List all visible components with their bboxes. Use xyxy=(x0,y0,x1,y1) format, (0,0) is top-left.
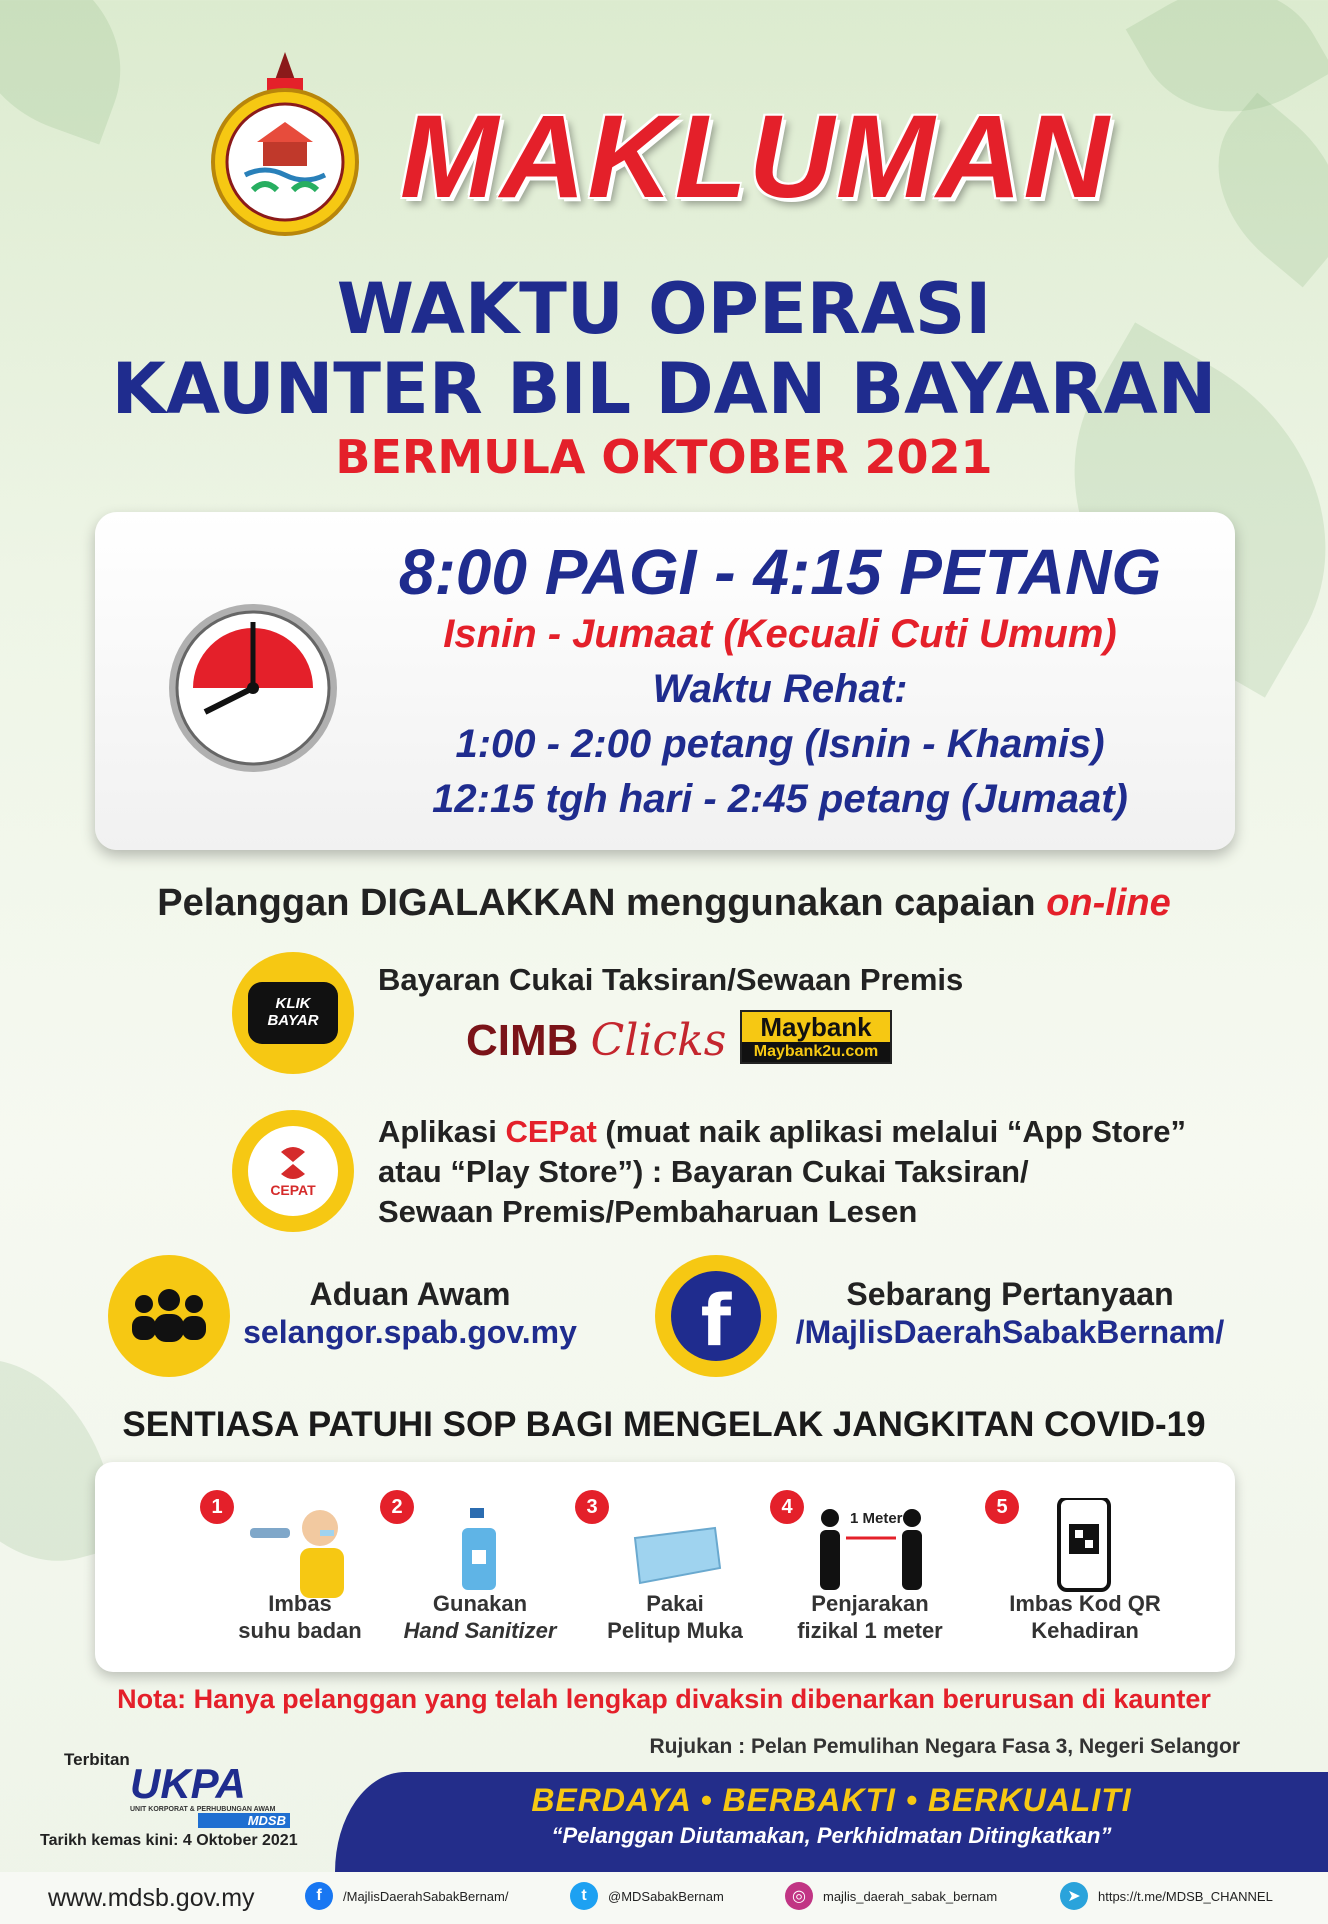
sop-label-line2: Kehadiran xyxy=(1031,1618,1139,1643)
cepat-line1: (muat naik aplikasi melalui “App Store” xyxy=(596,1114,1186,1149)
cepat-icon-text: CEPAT xyxy=(270,1182,316,1198)
cepat-prefix: Aplikasi xyxy=(378,1114,506,1149)
telegram-link: https://t.me/MDSB_CHANNEL xyxy=(1098,1888,1273,1904)
cepat-app-icon xyxy=(232,1110,354,1232)
sop-label-line1: Pakai xyxy=(646,1591,704,1616)
sop-label-line1: Imbas xyxy=(268,1591,332,1616)
cepat-line3: Sewaan Premis/Pembaharuan Lesen xyxy=(378,1194,918,1229)
mdsb-text: MDSB xyxy=(198,1813,290,1828)
sop-number: 3 xyxy=(575,1490,609,1524)
sop-label-line2: suhu badan xyxy=(238,1618,362,1643)
cepat-line2: atau “Play Store”) : Bayaran Cukai Taksiran/ xyxy=(378,1154,1029,1189)
thermometer-scan-icon xyxy=(230,1498,370,1598)
encourage-highlight: on-line xyxy=(1046,882,1171,924)
facebook-handle: /MajlisDaerahSabakBernam/ xyxy=(343,1888,509,1904)
sop-number: 2 xyxy=(380,1490,414,1524)
klik-text: KLIK xyxy=(275,995,311,1012)
aduan-title: Aduan Awam xyxy=(309,1276,511,1312)
facebook-icon: f xyxy=(305,1882,333,1910)
cepat-symbol-icon xyxy=(273,1144,313,1182)
maybank-logo[interactable] xyxy=(740,1010,892,1064)
subtitle-line2: KAUNTER BIL DAN BAYARAN xyxy=(111,348,1217,430)
sop-title: SENTIASA PATUHI SOP BAGI MENGELAK JANGKITAN COVID-19 xyxy=(122,1405,1206,1444)
footer-instagram[interactable] xyxy=(785,1882,997,1910)
clock-icon xyxy=(165,600,341,776)
leaf-decoration xyxy=(0,0,151,145)
footer-telegram[interactable] xyxy=(1060,1882,1273,1910)
website-link[interactable]: www.mdsb.gov.my xyxy=(48,1884,255,1912)
sop-label-line2: Pelitup Muka xyxy=(607,1618,743,1643)
sop-number: 5 xyxy=(985,1490,1019,1524)
terbitan-label: Terbitan xyxy=(64,1750,130,1769)
face-mask-icon xyxy=(605,1498,745,1598)
page-title: MAKLUMAN xyxy=(400,91,1111,223)
rest-line-2: 12:15 tgh hari - 2:45 petang (Jumaat) xyxy=(432,777,1128,821)
hours-days: Isnin - Jumaat (Kecuali Cuti Umum) xyxy=(443,612,1117,656)
sop-number: 1 xyxy=(200,1490,234,1524)
aduan-link[interactable]: selangor.spab.gov.my xyxy=(243,1314,577,1350)
ukpa-sub: UNIT KORPORAT & PERHUBUNGAN AWAM xyxy=(130,1806,276,1813)
facebook-icon: f xyxy=(655,1255,777,1377)
online-encourage xyxy=(0,882,1328,925)
encourage-text: Pelanggan DIGALAKKAN menggunakan capaian xyxy=(157,882,1047,924)
vaccination-note: Nota: Hanya pelanggan yang telah lengkap divaksin dibenarkan berurusan di kaunter xyxy=(117,1684,1211,1714)
rest-label: Waktu Rehat: xyxy=(652,667,908,711)
rest-line-1: 1:00 - 2:00 petang (Isnin - Khamis) xyxy=(455,722,1105,766)
subtitle-line1: WAKTU OPERASI xyxy=(336,268,992,350)
clicks-text: Clicks xyxy=(590,1015,727,1066)
slogan-tagline: “Pelanggan Diutamakan, Perkhidmatan Ditingkatkan” xyxy=(551,1823,1112,1848)
mdsb-logo xyxy=(205,50,365,240)
footer-twitter[interactable] xyxy=(570,1882,724,1910)
ukpa-text: UKPA xyxy=(130,1760,246,1807)
sop-label-line1: Penjarakan xyxy=(811,1591,929,1616)
sop-number: 4 xyxy=(770,1490,804,1524)
cepat-name: CEPat xyxy=(505,1114,597,1149)
telegram-icon: ➤ xyxy=(1060,1882,1088,1910)
sop-label-line2: fizikal 1 meter xyxy=(797,1618,943,1643)
payment-label: Bayaran Cukai Taksiran/Sewaan Premis xyxy=(378,962,964,997)
sop-label-line1: Gunakan xyxy=(432,1591,528,1616)
instagram-handle: majlis_daerah_sabak_bernam xyxy=(823,1888,998,1904)
sop-label-line2: Hand Sanitizer xyxy=(403,1618,557,1643)
twitter-icon: t xyxy=(570,1882,598,1910)
distance-label: 1 Meter xyxy=(850,1510,903,1527)
cepat-description xyxy=(378,1112,1258,1232)
twitter-handle: @MDSabakBernam xyxy=(608,1888,724,1904)
slogan-main: BERDAYA • BERBAKTI • BERKUALITI xyxy=(531,1782,1132,1818)
sop-label-line1: Imbas Kod QR xyxy=(1009,1591,1161,1616)
maybank2u-text: Maybank2u.com xyxy=(742,1042,890,1062)
ukpa-logo xyxy=(130,1762,300,1834)
facebook-link[interactable]: /MajlisDaerahSabakBernam/ xyxy=(795,1314,1225,1350)
hours-main: 8:00 PAGI - 4:15 PETANG xyxy=(398,536,1162,608)
hand-sanitizer-icon xyxy=(410,1498,550,1598)
people-icon xyxy=(108,1255,230,1377)
footer-facebook[interactable] xyxy=(305,1882,508,1910)
cimb-clicks-logo[interactable] xyxy=(466,1015,726,1066)
reference-note: Rujukan : Pelan Pemulihan Negara Fasa 3, Negeri Selangor xyxy=(649,1735,1240,1758)
cimb-text: CIMB xyxy=(466,1016,579,1065)
start-note: BERMULA OKTOBER 2021 xyxy=(335,430,993,484)
leaf-decoration xyxy=(1180,93,1328,288)
bayar-text: BAYAR xyxy=(267,1012,319,1029)
tanya-title: Sebarang Pertanyaan xyxy=(846,1276,1174,1312)
instagram-icon: ◎ xyxy=(785,1882,813,1910)
maybank-text: Maybank xyxy=(760,1012,872,1042)
update-date: Tarikh kemas kini: 4 Oktober 2021 xyxy=(40,1832,298,1849)
klik-bayar-icon xyxy=(232,952,354,1074)
qr-code-phone-icon xyxy=(1015,1498,1155,1598)
